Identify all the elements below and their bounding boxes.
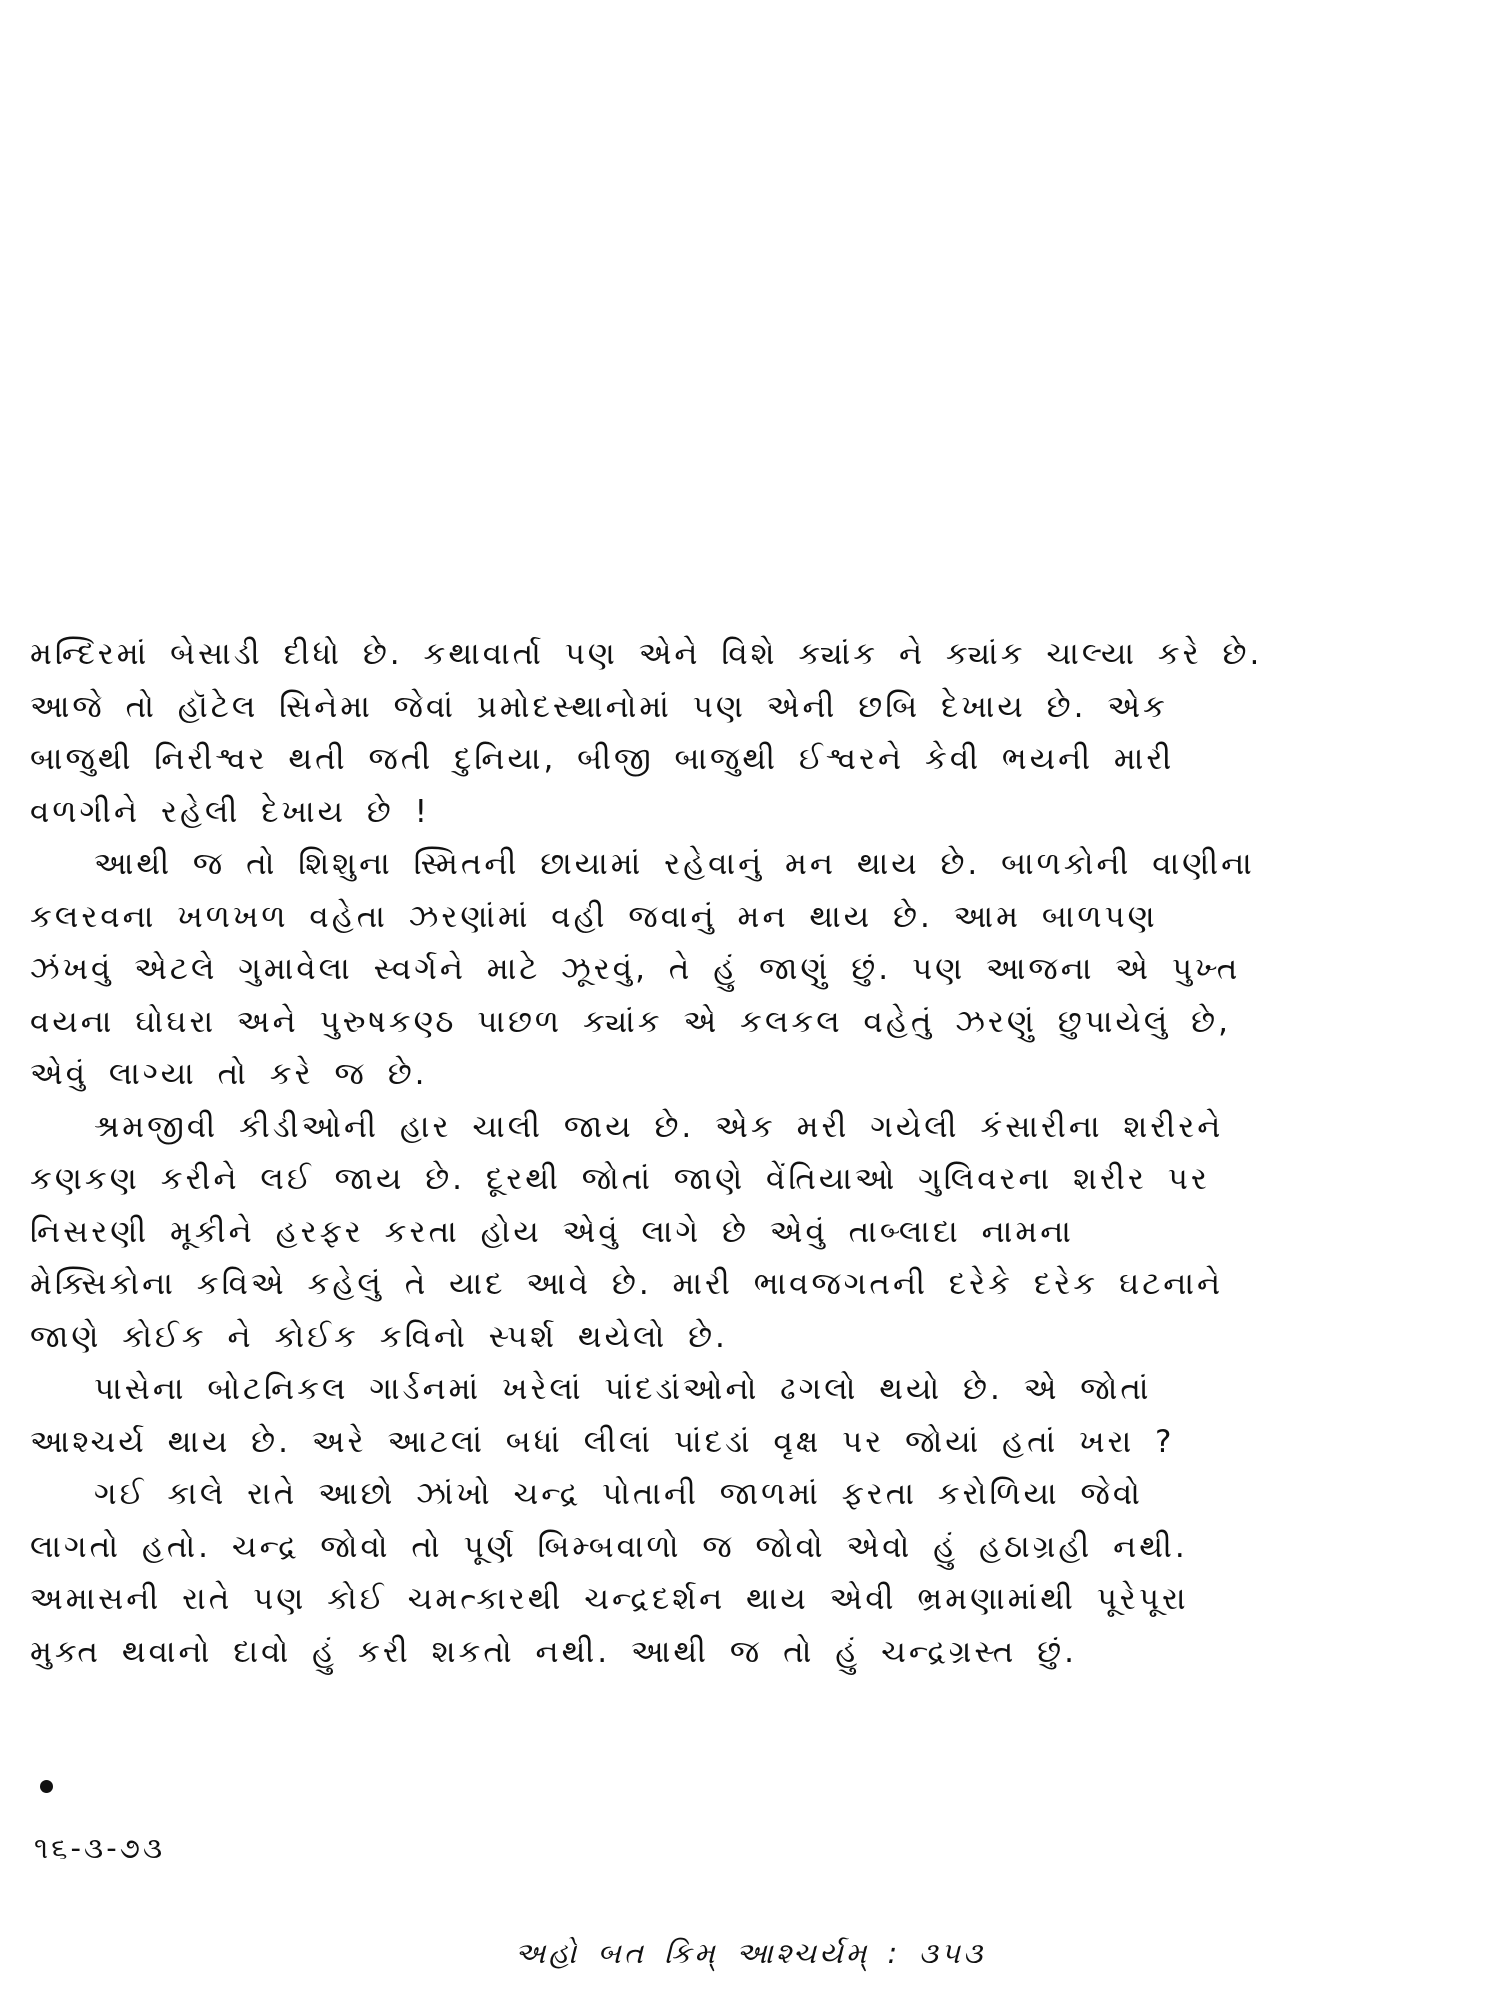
text-line: આશ્ચર્ય થાય છે. અરે આટલાં બધાં લીલાં પાંદડાં વૃક્ષ પર જોયાં હતાં ખરા ?: [30, 1423, 1175, 1460]
text-line: મુક્ત થવાનો દાવો હું કરી શકતો નથી. આથી જ તો હું ચન્દ્રગ્રસ્ત છું.: [30, 1633, 1077, 1670]
text-line: લાગતો હતો. ચન્દ્ર જોવો તો પૂર્ણ બિમ્બવાળો જ જોવો એવો હું હઠાગ્રહી નથી.: [30, 1528, 1188, 1565]
body-text: [30, 628, 1470, 1678]
text-line: નિસરણી મૂકીને હરફર કરતા હોય એવું લાગે છે એવું તાબ્લાદા નામના: [30, 1213, 1074, 1250]
text-line: અમાસની રાતે પણ કોઈ ચમત્કારથી ચન્દ્રદર્શન થાય એવી ભ્રમણામાંથી પૂરેપૂરા: [30, 1581, 1189, 1617]
text-line: આજે તો હૉટેલ સિનેમા જેવાં પ્રમોદસ્થાનોમાં પણ એની છબિ દેખાય છે. એક: [30, 688, 1168, 725]
text-line: વયના ઘોઘરા અને પુરુષકણ્ઠ પાછળ ક્યાંક એ કલકલ વહેતું ઝરણું છુપાયેલું છે,: [30, 1003, 1231, 1040]
text-line: કણકણ કરીને લઈ જાય છે. દૂરથી જોતાં જાણે વેંતિયાઓ ગુલિવરના શરીર પર: [30, 1161, 1210, 1197]
date-stamp: ૧૬-૩-૭૩: [34, 1831, 166, 1865]
text-line: જાણે કોઈક ને કોઈક કવિનો સ્પર્શ થયેલો છે.: [30, 1318, 728, 1355]
text-line: બાજુથી નિરીશ્વર થતી જતી દુનિયા, બીજી બાજુથી ઈશ્વરને કેવી ભયની મારી: [30, 741, 1175, 777]
page-footer: અહો બત કિમ્ આશ્ચર્યમ્ : ૩૫૩: [514, 1936, 986, 1970]
text-line: મન્દિરમાં બેસાડી દીધો છે. કથાવાર્તા પણ એને વિશે ક્યાંક ને ક્યાંક ચાલ્યા કરે છે.: [30, 636, 1263, 672]
paragraph-start: પાસેના બોટનિકલ ગાર્ડનમાં ખરેલાં પાંદડાંઓનો ઢગલો થયો છે. એ જોતાં: [94, 1371, 1152, 1407]
text-line: કલરવના ખળખળ વહેતા ઝરણાંમાં વહી જવાનું મન થાય છે. આમ બાળપણ: [30, 898, 1158, 935]
paragraph-start: ગઈ કાલે રાતે આછો ઝાંખો ચન્દ્ર પોતાની જાળમાં ફરતા કરોળિયા જેવો: [94, 1476, 1143, 1512]
text-line: એવું લાગ્યા તો કરે જ છે.: [30, 1056, 428, 1092]
paragraph-start: શ્રમજીવી કીડીઓની હાર ચાલી જાય છે. એક મરી ગયેલી કંસારીના શરીરને: [94, 1108, 1224, 1145]
bullet-dot: [40, 1780, 53, 1793]
text-line: વળગીને રહેલી દેખાય છે !: [30, 793, 431, 830]
paragraph-start: આથી જ તો શિશુના સ્મિતની છાયામાં રહેવાનું મન થાય છે. બાળકોની વાણીના: [94, 846, 1255, 882]
text-line: મેક્સિકોના કવિએ કહેલું તે યાદ આવે છે. મારી ભાવજગતની દરેકે દરેક ઘટનાને: [30, 1266, 1224, 1302]
text-line: ઝંખવું એટલે ગુમાવેલા સ્વર્ગને માટે ઝૂરવું, તે હું જાણું છું. પણ આજના એ પુખ્ત: [30, 951, 1241, 987]
